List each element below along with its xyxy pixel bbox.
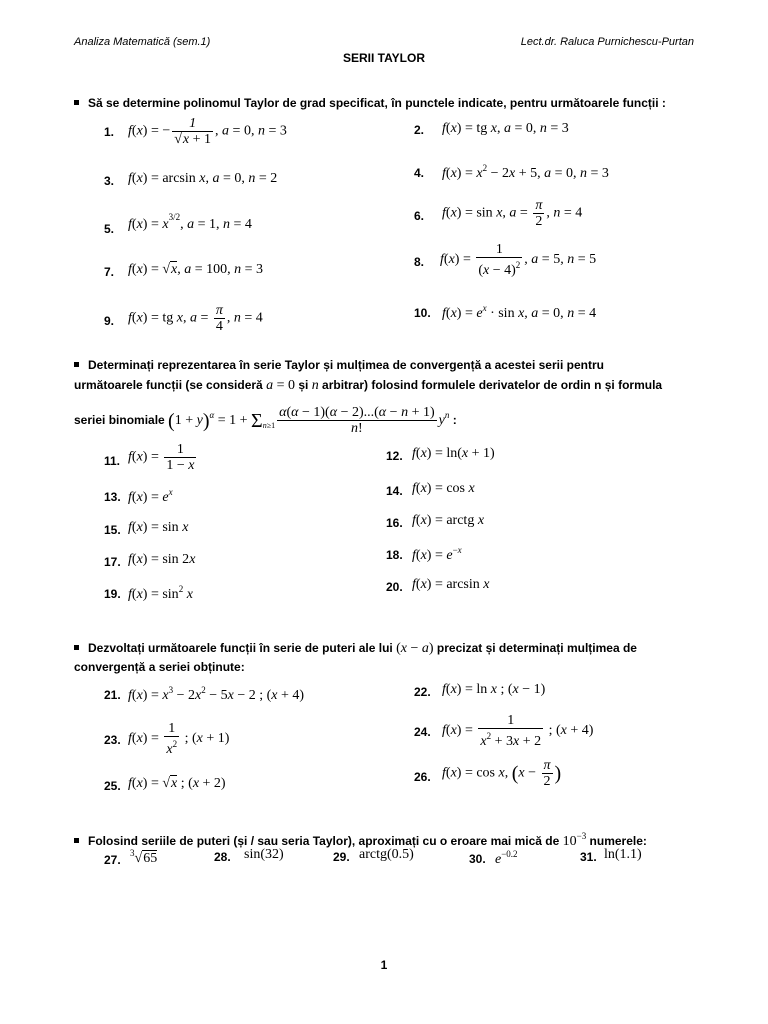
exercise-formula: f(x) = arctg x [412,513,485,528]
exercise-formula: f(x) = arcsin x [412,577,490,592]
exercise-number: 6. [414,209,425,223]
exercise-formula: $f(x) = e^x \cdot \sin x$, a = 0, n = 4 [442,303,597,321]
exercise-formula: $f(x) = e^x$ [128,487,173,505]
exercise-formula: f(x) = ln x ; (x − 1) [442,682,546,697]
exercise-formula: f(x) = $\frac{1}{x^2}$ ; (x + 1) [128,721,230,757]
exercise-formula: f(x) = sin x, a = $\frac{\pi}{2}$ , n = 4 [442,198,583,229]
exercise-formula: f(x) = $\frac{1}{x^2 + 3x + 2}$ ; (x + 4) [442,713,594,749]
exercise-number: 11. [104,454,121,468]
page-number: 1 [380,958,388,972]
exercise-formula: $e^{-0.2}$ [495,849,518,867]
exercise-formula: sin(32) [244,847,284,862]
exercise-formula: f(x) = − $\frac{1}{√x + 1}$ , a = 0, n = 3 [128,116,287,147]
exercise-number: 10. [414,306,431,320]
exercise-number: 27. [104,853,121,867]
section1-instruction: Să se determine polinomul Taylor de grad specificat, în punctele indicate, pentru următoarele funcții : [74,96,666,110]
section3-instruction-line2: convergență a seriei obținute: [74,660,245,674]
exercise-formula: f(x) = √x, a = 100, n = 3 [128,262,264,277]
exercise-formula: $f(x) = e^{-x}$ [412,545,462,563]
exercise-number: 23. [104,733,121,747]
exercise-number: 19. [104,587,121,601]
exercise-number: 28. [214,850,231,864]
exercise-formula: f(x) = $\frac{1}{(x - 4)^2}$ , a = 5, n = 5 [440,242,597,278]
section4-instruction: Folosind seriile de puteri (și / sau seria Taylor), aproximați cu o eroare mai mică de $10^{-3}$ numerele: [74,825,647,853]
header-course: Analiza Matematică (sem.1) [74,36,211,48]
exercise-number: 1. [104,125,115,139]
exercise-formula: f(x) = cos x [412,481,475,496]
exercise-formula: f(x) = tg x, a = 0, n = 3 [442,121,569,136]
exercise-number: 9. [104,314,115,328]
section2-instruction-line3: seriei binomiale $(1 + y)^\alpha = 1 + \Sigma_{n\ge 1}$ $\frac{\alpha(\alpha - 1)(\alpha - 2)...(\alpha - n + 1)}{n!}$ $y^n$ : [74,405,457,437]
exercise-formula: f(x) = arcsin x, a = 0, n = 2 [128,171,278,186]
exercise-number: 16. [386,516,403,530]
exercise-number: 3. [104,174,115,188]
bullet-icon [74,838,79,843]
exercise-number: 20. [386,580,403,594]
bullet-icon [74,362,79,367]
exercise-formula: f(x) = ln(x + 1) [412,446,495,461]
exercise-formula: f(x) = cos x, (x − $\frac{\pi}{2}$ ) [442,758,562,789]
exercise-number: 13. [104,490,121,504]
bullet-icon [74,100,79,105]
exercise-formula: $f(x) = \sin^2 x$ [128,584,193,602]
exercise-number: 7. [104,265,115,279]
exercise-number: 29. [333,850,350,864]
exercise-formula: f(x) = √x ; (x + 2) [128,776,226,791]
exercise-formula: arctg(0.5) [359,847,414,862]
exercise-number: 2. [414,123,425,137]
exercise-formula: f(x) = $\frac{1}{1 - x}$ [128,442,195,473]
exercise-number: 14. [386,484,403,498]
exercise-number: 5. [104,222,115,236]
section3-instruction-line1: Dezvoltați următoarele funcții în serie de puteri ale lui (x − a) precizat și determinați mulțimea de [74,637,694,660]
exercise-number: 24. [414,725,431,739]
exercise-formula: $f(x) = x^{3/2}$, a = 1, n = 4 [128,212,252,232]
exercise-number: 26. [414,770,431,784]
exercise-formula: ln(1.1) [604,847,642,862]
binomial-series-formula: $(1 + y)^\alpha = 1 + \Sigma_{n\ge 1}$ $\frac{\alpha(\alpha - 1)(\alpha - 2)...(\alpha - n + 1)}{n!}$ $y^n$ [168,405,450,437]
exercise-number: 18. [386,548,403,562]
exercise-number: 4. [414,166,425,180]
exercise-number: 15. [104,523,121,537]
exercise-formula: $f(x) = x^3 - 2x^2 - 5x - 2$ ; (x + 4) [128,685,305,703]
section2-instruction-line1: Determinați reprezentarea în serie Taylor și mulțimea de convergență a acestei serii pentru [74,354,694,376]
exercise-number: 30. [469,852,486,866]
exercise-number: 22. [414,685,431,699]
exercise-formula: $^3$√65 [130,848,158,866]
exercise-number: 17. [104,555,121,569]
exercise-number: 12. [386,449,403,463]
exercise-formula: $f(x) = x^2 - 2x + 5$, a = 0, n = 3 [442,163,609,181]
exercise-number: 25. [104,779,121,793]
bullet-icon [74,645,79,650]
exercise-formula: f(x) = sin 2x [128,552,196,567]
header-author: Lect.dr. Raluca Purnichescu-Purtan [520,36,694,48]
exercise-formula: f(x) = sin x [128,520,189,535]
section2-instruction-line2: următoarele funcții (se consideră a = 0 și n arbitrar) folosind formulele derivatelor de ordin n și formula [74,378,663,393]
exercise-number: 21. [104,688,121,702]
exercise-formula: f(x) = tg x, a = $\frac{\pi}{4}$ , n = 4 [128,303,263,334]
page-title: SERII TAYLOR [342,51,425,65]
exercise-number: 31. [580,850,597,864]
exercise-number: 8. [414,255,425,269]
